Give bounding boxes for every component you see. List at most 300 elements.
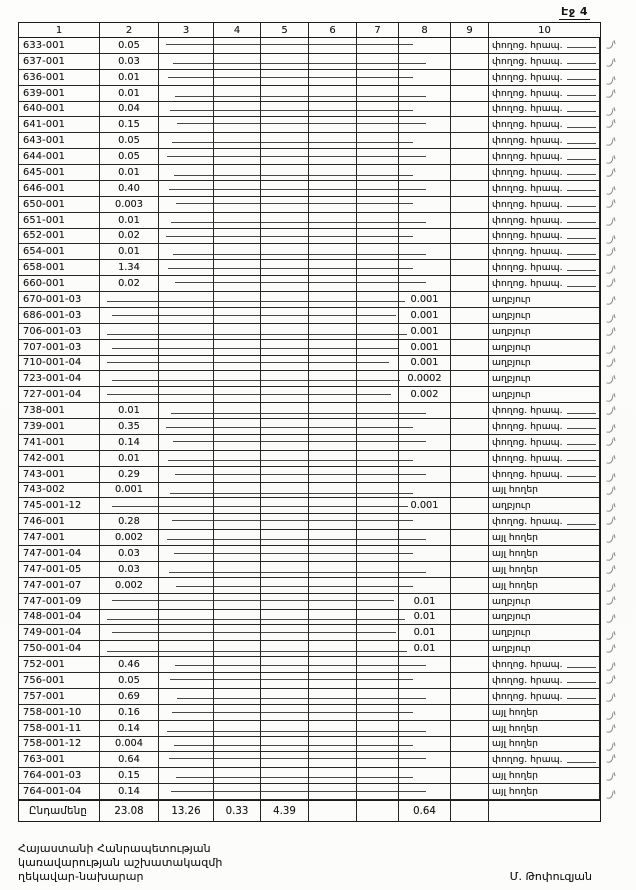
- cell-empty: [451, 737, 489, 752]
- cell-land-category: աղբյուր: [489, 371, 600, 386]
- total-col4: 0.33: [214, 801, 261, 821]
- margin-mark: [606, 790, 617, 799]
- cell-col8-value: 0.01: [399, 641, 451, 656]
- cell-empty: [451, 244, 489, 259]
- trailing-line: [567, 428, 596, 429]
- cell-col8-value: 0.001: [399, 340, 451, 355]
- scan-stroke: [173, 254, 426, 255]
- cell-parcel-code: 743-002: [19, 483, 100, 498]
- cell-empty: [451, 117, 489, 132]
- table-row: [19, 721, 600, 737]
- scan-stroke: [172, 520, 413, 521]
- cell-empty: [451, 641, 489, 656]
- cell-land-category: փողոց. հրապ.: [489, 70, 600, 85]
- cell-land-category: աղբյուր: [489, 308, 600, 323]
- cell-empty: [309, 292, 357, 307]
- cell-parcel-code: 636-001: [19, 70, 100, 85]
- cell-empty: [451, 356, 489, 371]
- header-col-4: 4: [214, 23, 261, 37]
- cell-col8-value: [399, 451, 451, 466]
- cell-empty: [309, 86, 357, 101]
- margin-mark: [606, 278, 617, 287]
- margin-mark: [606, 693, 617, 702]
- cell-col2-value: 0.002: [100, 530, 159, 545]
- cell-land-category: փողոց. հրապ.: [489, 213, 600, 228]
- scan-stroke: [175, 282, 426, 283]
- cell-empty: [451, 133, 489, 148]
- cell-parcel-code: 651-001: [19, 213, 100, 228]
- cell-empty: [261, 451, 309, 466]
- cell-empty: [214, 292, 261, 307]
- cell-empty: [261, 689, 309, 704]
- margin-mark: [606, 119, 617, 128]
- cell-col8-value: [399, 530, 451, 545]
- cell-empty: [357, 356, 399, 371]
- cell-empty: [214, 483, 261, 498]
- scan-stroke: [107, 301, 405, 302]
- cell-empty: [159, 641, 214, 656]
- margin-mark: [606, 596, 617, 605]
- margin-mark: [606, 503, 617, 512]
- scan-stroke: [170, 110, 413, 111]
- cell-col8-value: [399, 721, 451, 736]
- margin-mark: [606, 406, 617, 415]
- cell-empty: [451, 514, 489, 529]
- cell-land-category: փողոց. հրապ.: [489, 165, 600, 180]
- scan-stroke: [171, 222, 426, 223]
- header-col-2: 2: [100, 23, 159, 37]
- cell-empty: [357, 641, 399, 656]
- cell-empty: [159, 689, 214, 704]
- margin-mark: [606, 345, 617, 354]
- cell-empty: [214, 324, 261, 339]
- cell-empty: [451, 149, 489, 164]
- cell-empty: [261, 371, 309, 386]
- cell-empty: [309, 117, 357, 132]
- cell-empty: [261, 752, 309, 767]
- cell-empty: [214, 514, 261, 529]
- margin-mark: [606, 358, 617, 367]
- table-row: [19, 689, 600, 705]
- cell-parcel-code: 756-001: [19, 673, 100, 688]
- cell-empty: [214, 356, 261, 371]
- table-row: [19, 467, 600, 483]
- issuer-line-3: ղեկավար-նախարար: [18, 870, 144, 883]
- cell-parcel-code: 710-001-04: [19, 356, 100, 371]
- cell-parcel-code: 644-001: [19, 149, 100, 164]
- cell-parcel-code: 727-001-04: [19, 387, 100, 402]
- scan-stroke: [112, 380, 400, 381]
- margin-mark: [606, 662, 617, 671]
- cell-col2-value: 0.01: [100, 70, 159, 85]
- cell-empty: [451, 260, 489, 275]
- scan-stroke: [166, 427, 413, 428]
- cell-empty: [214, 197, 261, 212]
- total-col8: 0.64: [399, 801, 451, 821]
- cell-col2-value: 0.01: [100, 86, 159, 101]
- scan-stroke: [112, 315, 396, 316]
- cell-col2-value: 0.14: [100, 435, 159, 450]
- cell-empty: [451, 483, 489, 498]
- table-body: [19, 38, 600, 800]
- table-row: [19, 657, 600, 673]
- page-number: Էջ 4: [561, 5, 588, 18]
- cell-col2-value: 0.03: [100, 54, 159, 69]
- cell-parcel-code: 743-001: [19, 467, 100, 482]
- cell-empty: [261, 197, 309, 212]
- cell-land-category: աղբյուր: [489, 324, 600, 339]
- cell-empty: [261, 594, 309, 609]
- total-col3: 13.26: [159, 801, 214, 821]
- table-row: [19, 86, 600, 102]
- cell-empty: [159, 721, 214, 736]
- cell-col2-value: 0.003: [100, 197, 159, 212]
- trailing-line: [567, 206, 596, 207]
- cell-empty: [357, 768, 399, 783]
- trailing-line: [567, 63, 596, 64]
- cell-empty: [309, 483, 357, 498]
- cell-empty: [357, 324, 399, 339]
- cell-parcel-code: 747-001: [19, 530, 100, 545]
- cell-col8-value: [399, 483, 451, 498]
- cell-empty: [159, 673, 214, 688]
- cell-parcel-code: 750-001-04: [19, 641, 100, 656]
- cell-empty: [357, 530, 399, 545]
- cell-parcel-code: 645-001: [19, 165, 100, 180]
- cell-parcel-code: 764-001-03: [19, 768, 100, 783]
- cell-land-category: փողոց. հրապ.: [489, 149, 600, 164]
- cell-parcel-code: 641-001: [19, 117, 100, 132]
- cell-col2-value: 0.02: [100, 276, 159, 291]
- cell-empty: [261, 133, 309, 148]
- cell-land-category: փողոց. հրապ.: [489, 403, 600, 418]
- cell-land-category: այլ հողեր: [489, 530, 600, 545]
- cell-empty: [309, 197, 357, 212]
- trailing-line: [567, 79, 596, 80]
- cell-land-category: այլ հողեր: [489, 705, 600, 720]
- cell-col8-value: [399, 165, 451, 180]
- trailing-line: [567, 682, 596, 683]
- scan-stroke: [166, 236, 413, 237]
- cell-land-category: այլ հողեր: [489, 784, 600, 799]
- signature-name: Մ. Թոփուզյան: [509, 870, 592, 883]
- cell-col2-value: 0.46: [100, 657, 159, 672]
- cell-empty: [309, 276, 357, 291]
- cell-empty: [451, 689, 489, 704]
- total-col10: [489, 801, 600, 821]
- cell-parcel-code: 639-001: [19, 86, 100, 101]
- cell-empty: [357, 165, 399, 180]
- cell-col2-value: 0.01: [100, 403, 159, 418]
- cell-empty: [357, 86, 399, 101]
- margin-mark: [606, 265, 617, 274]
- table-row: [19, 752, 600, 768]
- cell-land-category: փողոց. հրապ.: [489, 451, 600, 466]
- cell-col2-value: [100, 610, 159, 625]
- cell-empty: [309, 356, 357, 371]
- cell-col2-value: [100, 371, 159, 386]
- issuer-line-1: Հայաստանի Հանրապետության: [18, 842, 211, 855]
- cell-land-category: փողոց. հրապ.: [489, 657, 600, 672]
- cell-land-category: աղբյուր: [489, 641, 600, 656]
- scan-stroke: [174, 745, 413, 746]
- cell-land-category: փողոց. հրապ.: [489, 752, 600, 767]
- margin-mark: [606, 247, 617, 256]
- cell-empty: [159, 562, 214, 577]
- trailing-line: [567, 698, 596, 699]
- cell-empty: [214, 371, 261, 386]
- cell-empty: [309, 54, 357, 69]
- scan-stroke: [167, 539, 426, 540]
- cell-empty: [309, 165, 357, 180]
- cell-empty: [357, 673, 399, 688]
- cell-col8-value: 0.001: [399, 308, 451, 323]
- cell-empty: [261, 483, 309, 498]
- table-row: [19, 181, 600, 197]
- cell-col2-value: 0.29: [100, 467, 159, 482]
- table-row: [19, 514, 600, 530]
- total-col6: [309, 801, 357, 821]
- cell-empty: [451, 705, 489, 720]
- cell-empty: [357, 213, 399, 228]
- cell-land-category: այլ հողեր: [489, 483, 600, 498]
- margin-mark: [606, 168, 617, 177]
- cell-parcel-code: 746-001: [19, 514, 100, 529]
- table-row: [19, 530, 600, 546]
- cell-land-category: փողոց. հրապ.: [489, 514, 600, 529]
- scan-stroke: [170, 679, 413, 680]
- cell-col2-value: 0.03: [100, 562, 159, 577]
- cell-col8-value: [399, 689, 451, 704]
- cell-empty: [451, 54, 489, 69]
- cell-empty: [451, 292, 489, 307]
- total-label: Ընդամենը: [19, 801, 100, 821]
- table-row: [19, 403, 600, 419]
- cell-empty: [309, 133, 357, 148]
- table-row: [19, 673, 600, 689]
- cell-land-category: փողոց. հրապ.: [489, 102, 600, 117]
- cell-empty: [159, 276, 214, 291]
- cell-parcel-code: 747-001-05: [19, 562, 100, 577]
- cell-empty: [261, 356, 309, 371]
- cell-empty: [214, 54, 261, 69]
- cell-empty: [309, 371, 357, 386]
- trailing-line: [567, 127, 596, 128]
- scan-stroke: [176, 777, 413, 778]
- cell-empty: [159, 356, 214, 371]
- cell-empty: [451, 530, 489, 545]
- table-row: [19, 371, 600, 387]
- cell-col8-value: [399, 673, 451, 688]
- cell-land-category: այլ հողեր: [489, 737, 600, 752]
- scan-stroke: [172, 142, 413, 143]
- cell-land-category: աղբյուր: [489, 356, 600, 371]
- cell-empty: [451, 403, 489, 418]
- margin-mark: [606, 424, 617, 433]
- cell-empty: [159, 530, 214, 545]
- cell-empty: [261, 562, 309, 577]
- cell-empty: [309, 562, 357, 577]
- cell-col2-value: [100, 641, 159, 656]
- cell-land-category: փողոց. հրապ.: [489, 181, 600, 196]
- cell-empty: [261, 721, 309, 736]
- cell-col8-value: 0.001: [399, 498, 451, 513]
- cell-empty: [159, 38, 214, 53]
- cell-empty: [261, 673, 309, 688]
- cell-empty: [159, 610, 214, 625]
- cell-empty: [357, 403, 399, 418]
- cell-land-category: փողոց. հրապ.: [489, 229, 600, 244]
- margin-mark: [606, 76, 617, 85]
- cell-col2-value: 0.01: [100, 213, 159, 228]
- margin-mark: [606, 516, 617, 525]
- trailing-line: [567, 143, 596, 144]
- cell-empty: [214, 451, 261, 466]
- trailing-line: [567, 254, 596, 255]
- cell-col2-value: 0.15: [100, 117, 159, 132]
- cell-empty: [357, 752, 399, 767]
- cell-empty: [261, 610, 309, 625]
- cell-land-category: աղբյուր: [489, 387, 600, 402]
- scan-stroke: [175, 665, 426, 666]
- cell-empty: [159, 403, 214, 418]
- cell-empty: [214, 530, 261, 545]
- table-row: [19, 133, 600, 149]
- cell-empty: [214, 117, 261, 132]
- cell-empty: [214, 673, 261, 688]
- trailing-line: [567, 159, 596, 160]
- cell-empty: [451, 594, 489, 609]
- cell-empty: [451, 451, 489, 466]
- cell-empty: [451, 213, 489, 228]
- cell-empty: [357, 562, 399, 577]
- table-header-row: [19, 23, 600, 38]
- cell-empty: [159, 435, 214, 450]
- table-row: [19, 149, 600, 165]
- trailing-line: [567, 413, 596, 414]
- table-row: [19, 625, 600, 641]
- cell-empty: [357, 292, 399, 307]
- cell-empty: [261, 292, 309, 307]
- cell-land-category: այլ հողեր: [489, 578, 600, 593]
- scan-stroke: [172, 712, 413, 713]
- total-row: [19, 800, 600, 821]
- cell-col8-value: [399, 276, 451, 291]
- cell-empty: [309, 752, 357, 767]
- cell-land-category: աղբյուր: [489, 292, 600, 307]
- table-row: [19, 340, 600, 356]
- cell-parcel-code: 652-001: [19, 229, 100, 244]
- cell-col8-value: [399, 244, 451, 259]
- total-col2: 23.08: [100, 801, 159, 821]
- margin-mark: [606, 473, 617, 482]
- cell-land-category: այլ հողեր: [489, 768, 600, 783]
- cell-empty: [357, 451, 399, 466]
- cell-empty: [309, 689, 357, 704]
- cell-empty: [451, 562, 489, 577]
- cell-empty: [261, 165, 309, 180]
- cell-land-category: փողոց. հրապ.: [489, 689, 600, 704]
- scan-stroke: [175, 96, 426, 97]
- cell-parcel-code: 747-001-09: [19, 594, 100, 609]
- scan-stroke: [107, 334, 407, 335]
- margin-mark: [606, 186, 617, 195]
- cell-empty: [309, 38, 357, 53]
- cell-empty: [214, 244, 261, 259]
- cell-empty: [451, 721, 489, 736]
- cell-col2-value: 0.35: [100, 419, 159, 434]
- table-row: [19, 546, 600, 562]
- cell-parcel-code: 757-001: [19, 689, 100, 704]
- cell-land-category: փողոց. հրապ.: [489, 117, 600, 132]
- table-row: [19, 197, 600, 213]
- margin-mark: [606, 217, 617, 226]
- cell-col8-value: 0.0002: [399, 371, 451, 386]
- cell-empty: [214, 38, 261, 53]
- scan-stroke: [176, 203, 413, 204]
- cell-empty: [214, 689, 261, 704]
- cell-empty: [357, 197, 399, 212]
- cell-empty: [159, 324, 214, 339]
- cell-empty: [357, 38, 399, 53]
- cell-empty: [159, 292, 214, 307]
- trailing-line: [567, 111, 596, 112]
- cell-land-category: աղբյուր: [489, 340, 600, 355]
- scan-stroke: [168, 77, 413, 78]
- margin-mark: [606, 583, 617, 592]
- cell-empty: [214, 768, 261, 783]
- cell-col2-value: 0.05: [100, 133, 159, 148]
- cell-empty: [309, 530, 357, 545]
- table-row: [19, 292, 600, 308]
- table-row: [19, 356, 600, 372]
- cell-land-category: աղբյուր: [489, 594, 600, 609]
- cell-col2-value: 0.02: [100, 229, 159, 244]
- cell-empty: [451, 340, 489, 355]
- cell-col8-value: [399, 117, 451, 132]
- cell-empty: [451, 276, 489, 291]
- scan-stroke: [107, 394, 391, 395]
- scan-stroke: [167, 731, 426, 732]
- margin-mark: [606, 327, 617, 336]
- trailing-line: [567, 460, 596, 461]
- cell-empty: [261, 86, 309, 101]
- margin-mark: [606, 107, 617, 116]
- cell-empty: [451, 102, 489, 117]
- table-row: [19, 324, 600, 340]
- cell-empty: [357, 483, 399, 498]
- cell-col8-value: 0.001: [399, 324, 451, 339]
- cell-empty: [261, 641, 309, 656]
- cell-col2-value: [100, 356, 159, 371]
- cell-land-category: այլ հողեր: [489, 721, 600, 736]
- cell-col8-value: 0.01: [399, 594, 451, 609]
- trailing-line: [567, 95, 596, 96]
- cell-col8-value: 0.001: [399, 356, 451, 371]
- cell-col8-value: [399, 435, 451, 450]
- cell-col2-value: 0.28: [100, 514, 159, 529]
- cell-empty: [357, 133, 399, 148]
- cell-land-category: փողոց. հրապ.: [489, 435, 600, 450]
- scan-stroke: [168, 268, 413, 269]
- cell-empty: [214, 276, 261, 291]
- cell-empty: [451, 546, 489, 561]
- margin-mark: [606, 155, 617, 164]
- cell-empty: [159, 371, 214, 386]
- trailing-line: [567, 270, 596, 271]
- cell-parcel-code: 758-001-10: [19, 705, 100, 720]
- table-row: [19, 784, 600, 800]
